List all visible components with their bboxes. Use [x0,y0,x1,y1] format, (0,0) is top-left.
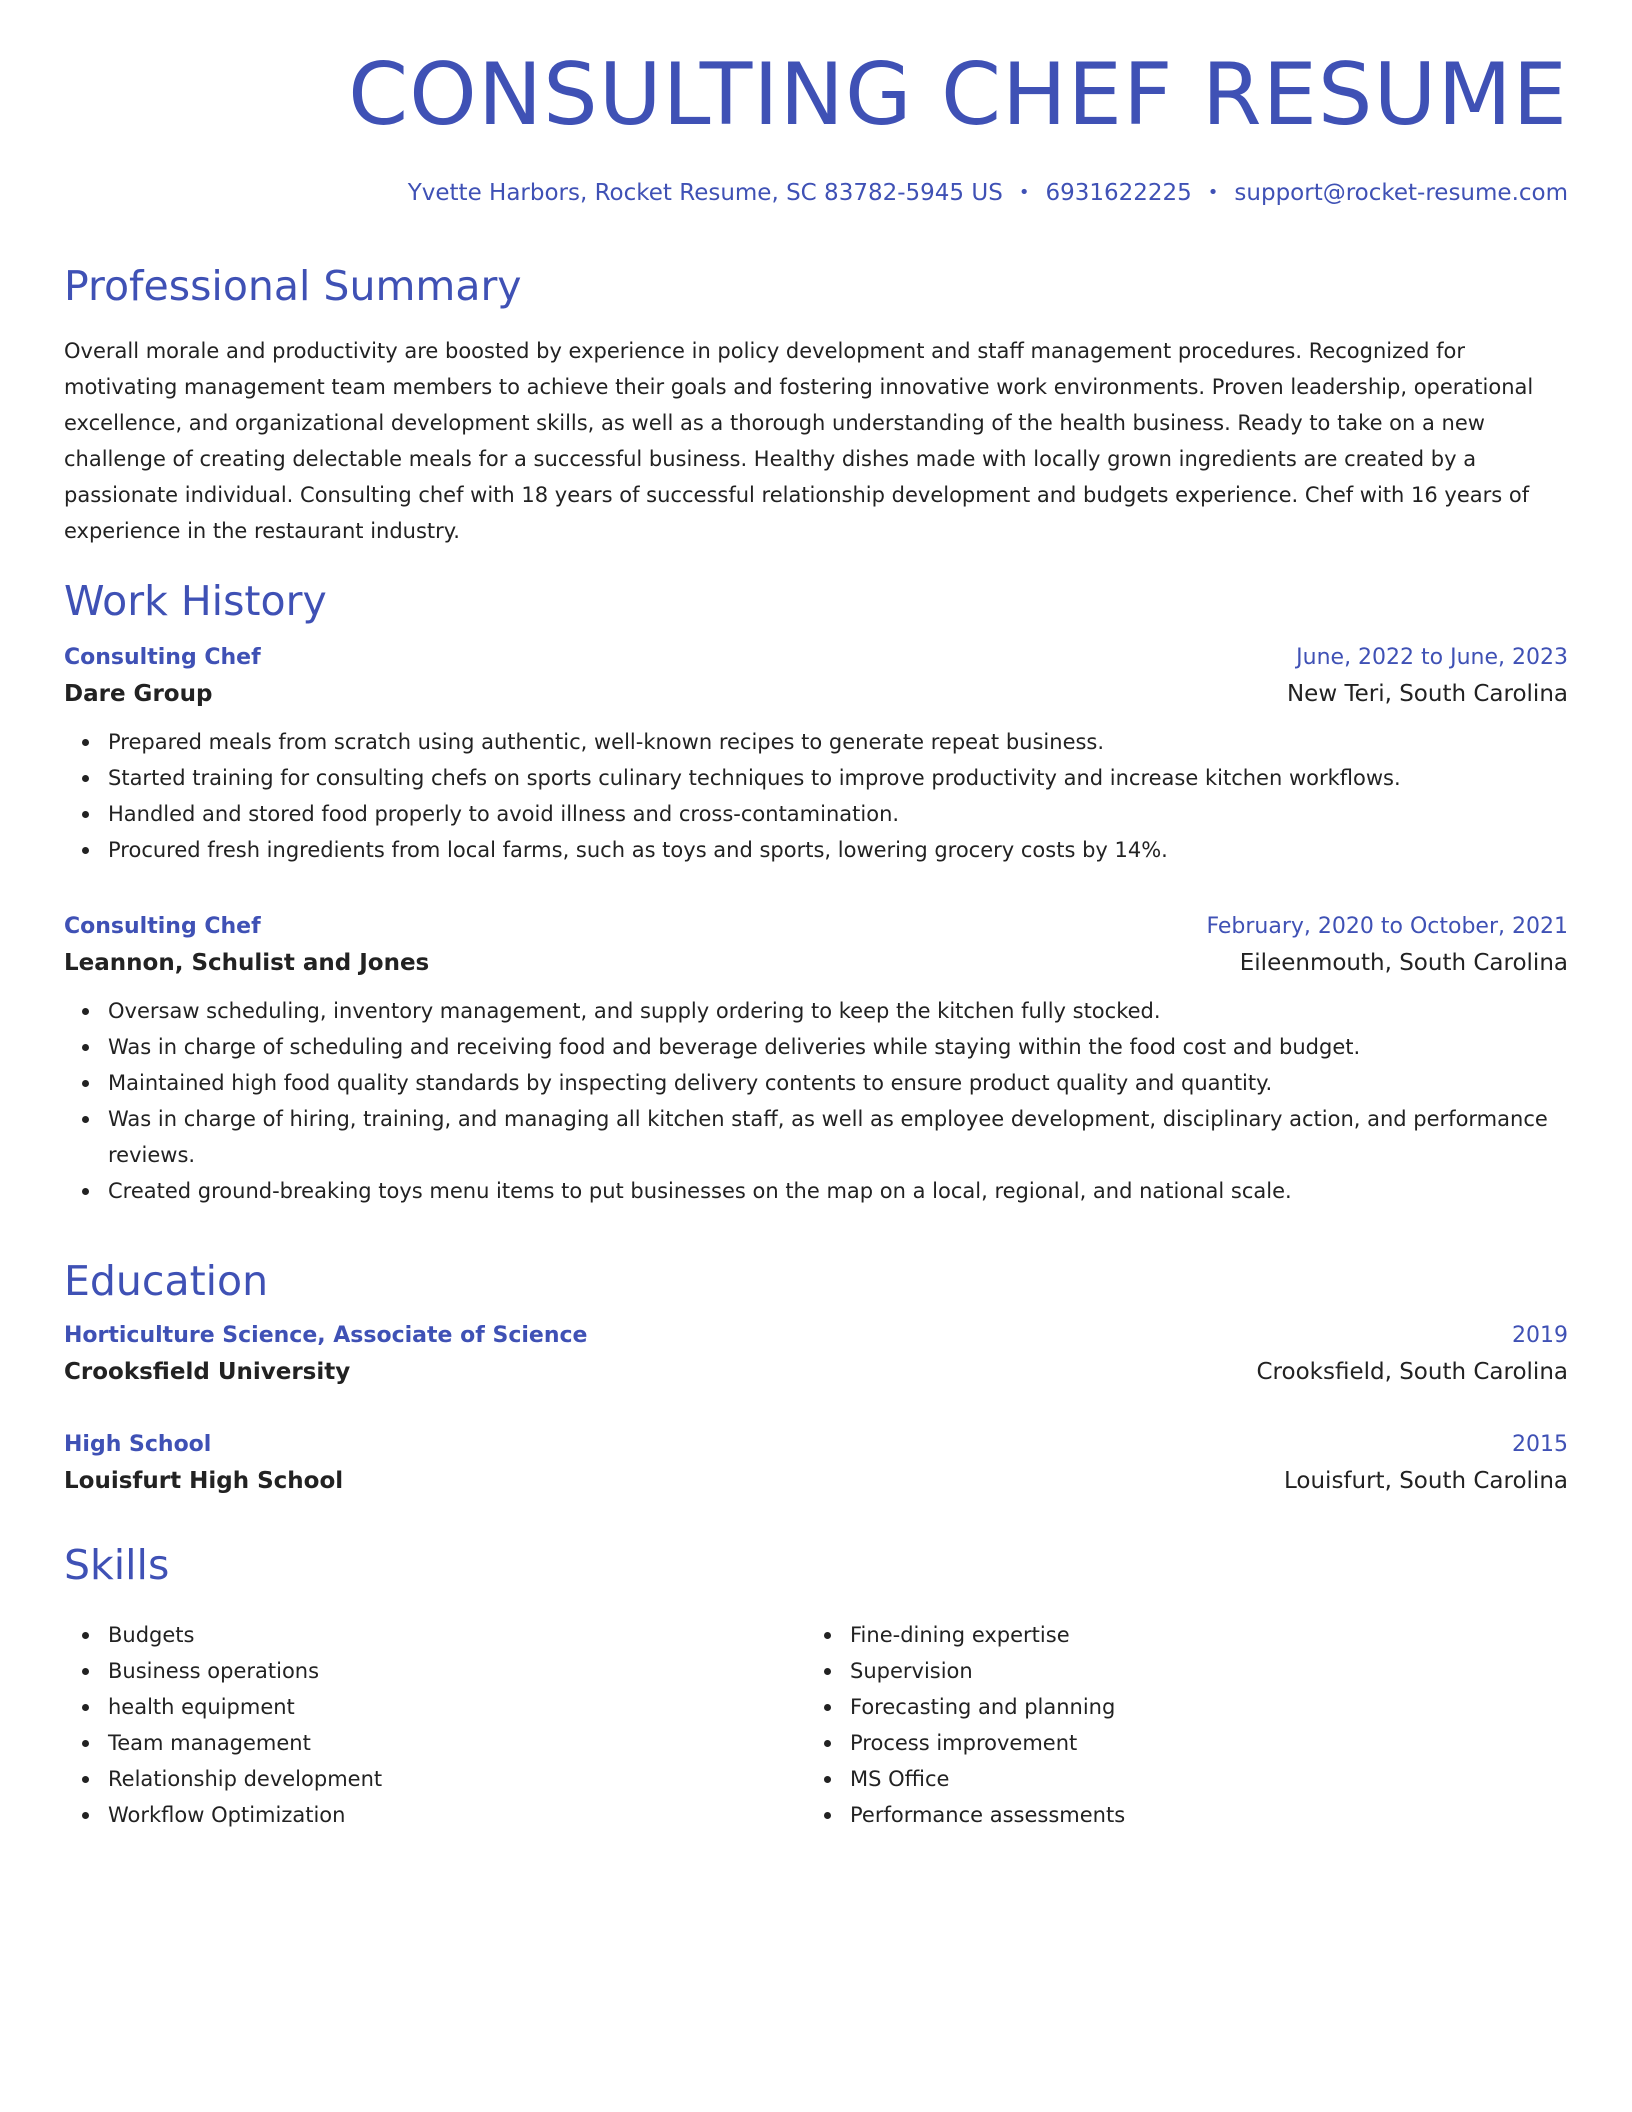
list-item: Started training for consulting chefs on sports culinary techniques to improve productivity and increase kitchen workflows. [108,760,1568,796]
skills-column-left [64,1617,806,1833]
skills-bullets [64,1617,806,1833]
list-item: Was in charge of hiring, training, and managing all kitchen staff, as well as employee development, disciplinary action, and performance reviews. [108,1101,1568,1173]
list-item: Prepared meals from scratch using authentic, well-known recipes to generate repeat business. [108,724,1568,760]
education-school: Louisfurt High School [64,1468,344,1494]
education-degree: Horticulture Science, Associate of Science [64,1323,588,1348]
education-year: 2019 [1512,1323,1568,1348]
skill-item: Fine-dining expertise [850,1617,1548,1653]
skill-item: Performance assessments [850,1797,1548,1833]
list-item: Was in charge of scheduling and receiving food and beverage deliveries while staying within the food cost and budget. [108,1029,1568,1065]
list-item: Maintained high food quality standards by inspecting delivery contents to ensure product quality and quantity. [108,1065,1568,1101]
job-entry [64,642,1568,868]
education-entry [64,1429,1568,1501]
contact-email[interactable]: support@rocket-resume.com [1234,180,1568,206]
skill-item: Supervision [850,1653,1548,1689]
contact-separator: • [1018,182,1030,203]
contact-separator: • [1207,182,1219,203]
list-item: Procured fresh ingredients from local farms, such as toys and sports, lowering grocery costs by 14%. [108,832,1568,868]
skill-item: Forecasting and planning [850,1689,1548,1725]
skill-item: Team management [108,1725,806,1761]
job-entry [64,911,1568,1209]
list-item: Handled and stored food properly to avoid illness and cross-contamination. [108,796,1568,832]
education-entry [64,1320,1568,1392]
education-heading: Education [64,1257,269,1305]
skill-item: Relationship development [108,1761,806,1797]
resume-title: CONSULTING CHEF RESUME [348,45,1568,145]
skill-item: health equipment [108,1689,806,1725]
contact-address: Yvette Harbors, Rocket Resume, SC 83782-5945 US [407,180,1003,206]
job-title: Consulting Chef [64,645,261,670]
summary-heading: Professional Summary [64,262,522,310]
list-item: Created ground-breaking toys menu items to put businesses on the map on a local, regional, and national scale. [108,1173,1568,1209]
job-location: New Teri, South Carolina [1286,681,1568,707]
skill-item: MS Office [850,1761,1548,1797]
education-location: Louisfurt, South Carolina [1284,1468,1568,1494]
education-year: 2015 [1512,1432,1568,1457]
skill-item: Business operations [108,1653,806,1689]
skills-list [64,1617,1568,1833]
skills-heading: Skills [64,1541,170,1589]
job-title: Consulting Chef [64,914,261,939]
skills-bullets [806,1617,1548,1833]
skill-item: Budgets [108,1617,806,1653]
summary-text: Overall morale and productivity are boosted by experience in policy development and staff management procedures. Recognized for motivating management team members to achieve their goals and fostering innovative work environments. Proven leadership, operational excellence, and organizational development skills, as well as a thorough understanding of the health business. Ready to take on a new challenge of creating delectable meals for a successful business. Healthy dishes made with locally grown ingredients are created by a passionate individual. Consulting chef with 18 years of successful relationship development and budgets experience. Chef with 16 years of experience in the restaurant industry. [64,339,1534,543]
education-degree: High School [64,1432,212,1457]
job-bullets [64,724,1568,868]
job-dates: February, 2020 to October, 2021 [1206,914,1568,939]
job-company: Dare Group [64,681,213,707]
contact-line [408,180,1568,206]
education-school: Crooksfield University [64,1359,351,1385]
job-bullets [64,993,1568,1209]
skills-column-right [806,1617,1548,1833]
education-location: Crooksfield, South Carolina [1256,1359,1568,1385]
skill-item: Process improvement [850,1725,1548,1761]
skill-item: Workflow Optimization [108,1797,806,1833]
work-history-heading: Work History [64,577,327,625]
job-location: Eileenmouth, South Carolina [1239,950,1568,976]
list-item: Oversaw scheduling, inventory management, and supply ordering to keep the kitchen fully stocked. [108,993,1568,1029]
job-company: Leannon, Schulist and Jones [64,950,430,976]
job-dates: June, 2022 to June, 2023 [1296,645,1568,670]
contact-phone: 6931622225 [1045,180,1192,206]
